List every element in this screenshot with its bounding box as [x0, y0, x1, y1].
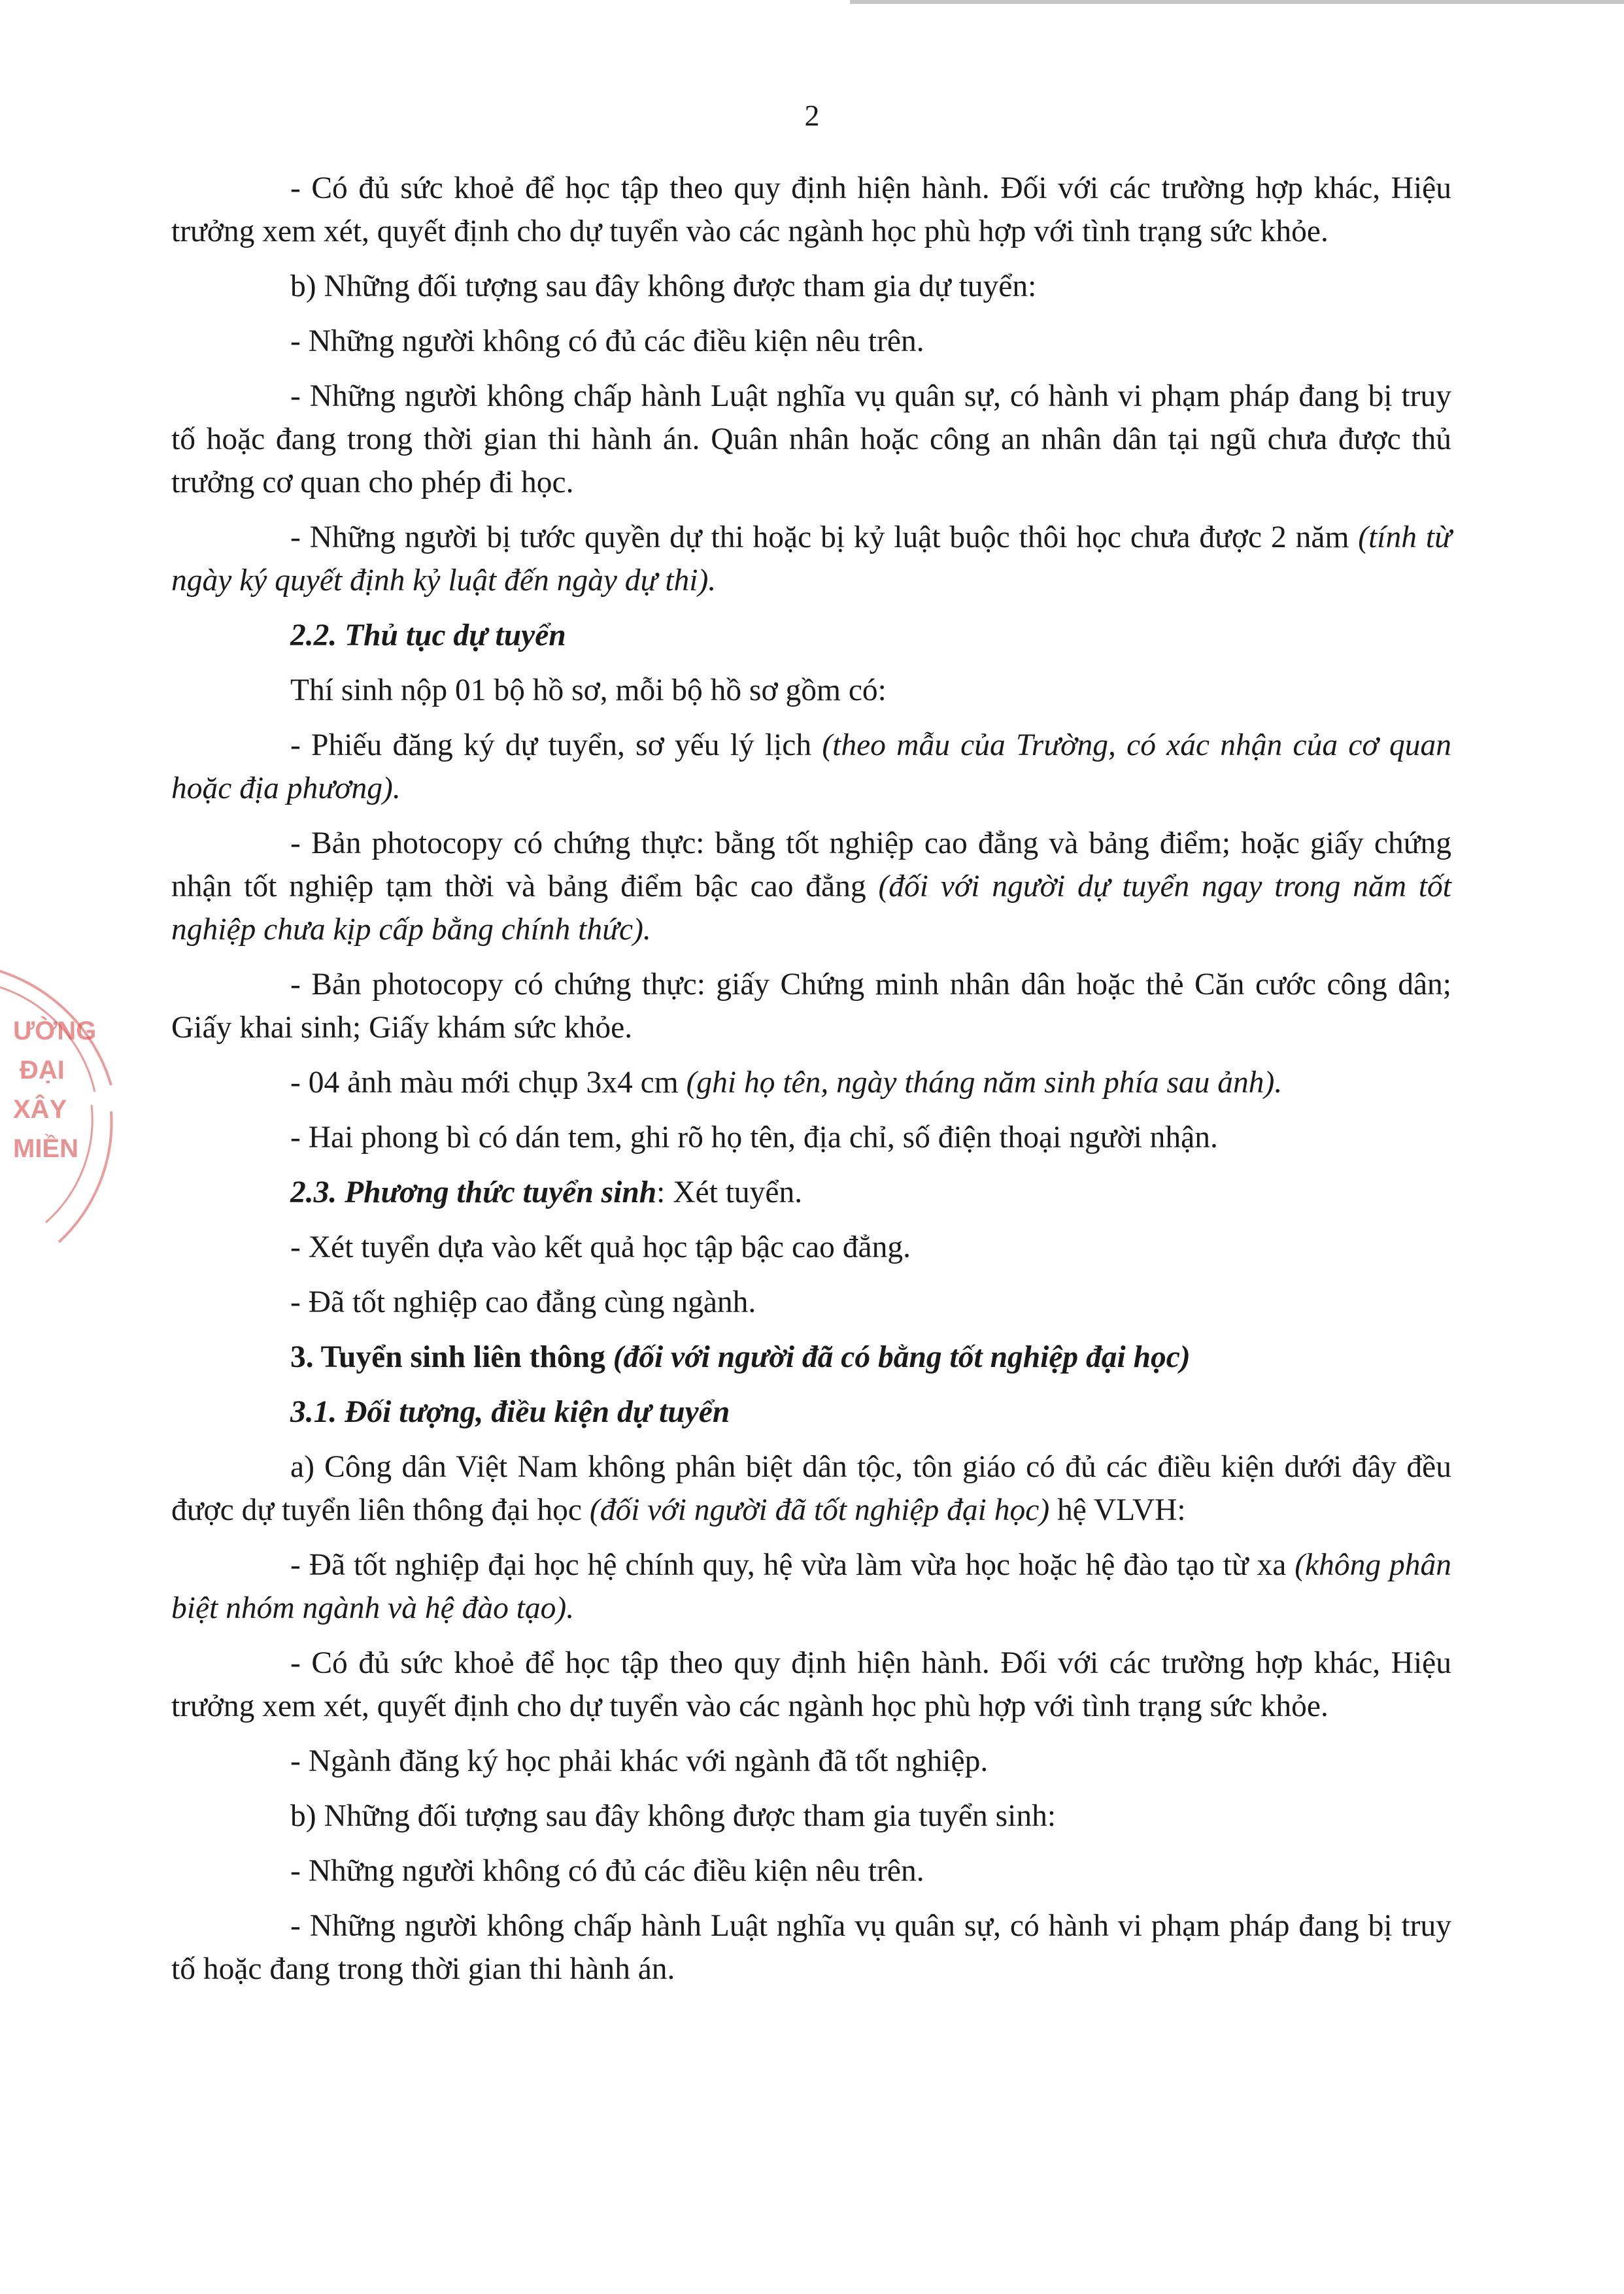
- paragraph-15-segment-1: - Đã tốt nghiệp cao đẳng cùng ngành.: [290, 1285, 756, 1319]
- paragraph-12: [171, 1116, 1451, 1159]
- paragraph-21: [171, 1740, 1451, 1783]
- paragraph-21-segment-1: - Ngành đăng ký học phải khác với ngành đã tốt nghiệp.: [290, 1744, 989, 1778]
- paragraph-24-segment-1: - Những người không chấp hành Luật nghĩa vụ quân sự, có hành vi phạm pháp đang bị truy tố hoặc đang trong thời gian thi hành án.: [171, 1909, 1451, 1986]
- paragraph-4-segment-1: - Những người không chấp hành Luật nghĩa vụ quân sự, có hành vi phạm pháp đang bị truy tố hoặc đang trong thời gian thi hành án. Quân nhân hoặc công an nhân dân tại ngũ chưa được thủ trưởng cơ quan cho phép đi học.: [171, 379, 1451, 499]
- paragraph-13-segment-1: 2.3. Phương thức tuyển sinh: [290, 1175, 657, 1209]
- paragraph-16-segment-2: (đối với người đã có bằng tốt nghiệp đại học): [613, 1340, 1191, 1374]
- stamp-line-1: ƯỜNG: [13, 1017, 97, 1045]
- paragraph-5-segment-2: (tính từ ngày ký quyết định kỷ luật đến ngày dự thi).: [171, 520, 1451, 598]
- paragraph-6-segment-1: 2.2. Thủ tục dự tuyển: [290, 618, 566, 652]
- paragraph-16-segment-1: 3. Tuyển sinh liên thông: [290, 1340, 613, 1374]
- paragraph-5: [171, 516, 1451, 602]
- paragraph-3-segment-1: - Những người không có đủ các điều kiện nêu trên.: [290, 324, 924, 358]
- paragraph-13-segment-2: : Xét tuyển.: [656, 1175, 803, 1209]
- paragraph-16: [171, 1336, 1451, 1379]
- paragraph-2: [171, 265, 1451, 308]
- paragraph-8-segment-2: (theo mẫu của Trường, có xác nhận của cơ quan hoặc địa phương).: [171, 728, 1451, 805]
- paragraph-13: [171, 1171, 1451, 1214]
- paragraph-6: [171, 614, 1451, 657]
- paragraph-10: [171, 963, 1451, 1049]
- paragraph-2-segment-1: b) Những đối tượng sau đây không được tham gia dự tuyển:: [290, 269, 1037, 303]
- document-body: [171, 167, 1451, 2002]
- paragraph-5-segment-1: - Những người bị tước quyền dự thi hoặc bị kỷ luật buộc thôi học chưa được 2 năm: [290, 520, 1359, 554]
- paragraph-11-segment-1: - 04 ảnh màu mới chụp 3x4 cm: [290, 1066, 686, 1100]
- paragraph-17-segment-1: 3.1. Đối tượng, điều kiện dự tuyển: [290, 1395, 730, 1429]
- stamp-line-2: ĐẠI: [20, 1056, 65, 1085]
- paragraph-4: [171, 375, 1451, 504]
- page-number: 2: [804, 99, 820, 132]
- paragraph-17: [171, 1391, 1451, 1434]
- paragraph-11-segment-2: (ghi họ tên, ngày tháng năm sinh phía sau ảnh).: [686, 1066, 1283, 1100]
- paragraph-7: [171, 669, 1451, 712]
- paragraph-1: [171, 167, 1451, 253]
- paragraph-10-segment-1: - Bản photocopy có chứng thực: giấy Chứng minh nhân dân hoặc thẻ Căn cước công dân; Giấy khai sinh; Giấy khám sức khỏe.: [171, 968, 1451, 1045]
- paragraph-22-segment-1: b) Những đối tượng sau đây không được tham gia tuyển sinh:: [290, 1799, 1057, 1833]
- paragraph-19-segment-2: (không phân biệt nhóm ngành và hệ đào tạo).: [171, 1548, 1451, 1625]
- stamp-line-4: MIỀN: [13, 1134, 78, 1163]
- paragraph-24: [171, 1904, 1451, 1991]
- paragraph-20-segment-1: - Có đủ sức khoẻ để học tập theo quy định hiện hành. Đối với các trường hợp khác, Hiệu trưởng xem xét, quyết định cho dự tuyển vào các ngành học phù hợp với tình trạng sức khỏe.: [171, 1646, 1451, 1723]
- paragraph-12-segment-1: - Hai phong bì có dán tem, ghi rõ họ tên, địa chỉ, số điện thoại người nhận.: [290, 1121, 1218, 1155]
- paragraph-15: [171, 1281, 1451, 1324]
- paragraph-19: [171, 1543, 1451, 1630]
- paragraph-18: [171, 1445, 1451, 1532]
- paragraph-18-segment-3: hệ VLVH:: [1049, 1493, 1186, 1527]
- paragraph-9-segment-2: (đối với người dự tuyển ngay trong năm tốt nghiệp chưa kịp cấp bằng chính thức).: [171, 869, 1451, 947]
- paragraph-22: [171, 1795, 1451, 1838]
- paragraph-9-segment-1: - Bản photocopy có chứng thực: bằng tốt nghiệp cao đẳng và bảng điểm; hoặc giấy chứng nhận tốt nghiệp tạm thời và bảng điểm bậc cao đẳng: [171, 826, 1451, 903]
- paragraph-18-segment-2: (đối với người đã tốt nghiệp đại học): [589, 1493, 1050, 1527]
- paragraph-8: [171, 724, 1451, 810]
- paragraph-19-segment-1: - Đã tốt nghiệp đại học hệ chính quy, hệ vừa làm vừa học hoặc hệ đào tạo từ xa: [290, 1548, 1295, 1582]
- paragraph-23: [171, 1849, 1451, 1893]
- paragraph-14: [171, 1226, 1451, 1269]
- red-seal-stamp: [0, 941, 150, 1281]
- paragraph-14-segment-1: - Xét tuyển dựa vào kết quả học tập bậc cao đẳng.: [290, 1230, 911, 1264]
- paragraph-3: [171, 320, 1451, 363]
- paragraph-1-segment-1: - Có đủ sức khoẻ để học tập theo quy định hiện hành. Đối với các trường hợp khác, Hiệu trưởng xem xét, quyết định cho dự tuyển vào các ngành học phù hợp với tình trạng sức khỏe.: [171, 171, 1451, 248]
- paragraph-7-segment-1: Thí sinh nộp 01 bộ hồ sơ, mỗi bộ hồ sơ gồm có:: [290, 673, 887, 707]
- paragraph-11: [171, 1061, 1451, 1104]
- paragraph-20: [171, 1642, 1451, 1728]
- paragraph-18-segment-1: a) Công dân Việt Nam không phân biệt dân tộc, tôn giáo có đủ các điều kiện dưới đây đều được dự tuyển liên thông đại học: [171, 1450, 1451, 1527]
- stamp-line-3: XÂY: [13, 1095, 67, 1124]
- paragraph-23-segment-1: - Những người không có đủ các điều kiện nêu trên.: [290, 1854, 924, 1888]
- paragraph-9: [171, 822, 1451, 951]
- scan-top-edge-line: [850, 0, 1624, 4]
- paragraph-8-segment-1: - Phiếu đăng ký dự tuyển, sơ yếu lý lịch: [290, 728, 822, 762]
